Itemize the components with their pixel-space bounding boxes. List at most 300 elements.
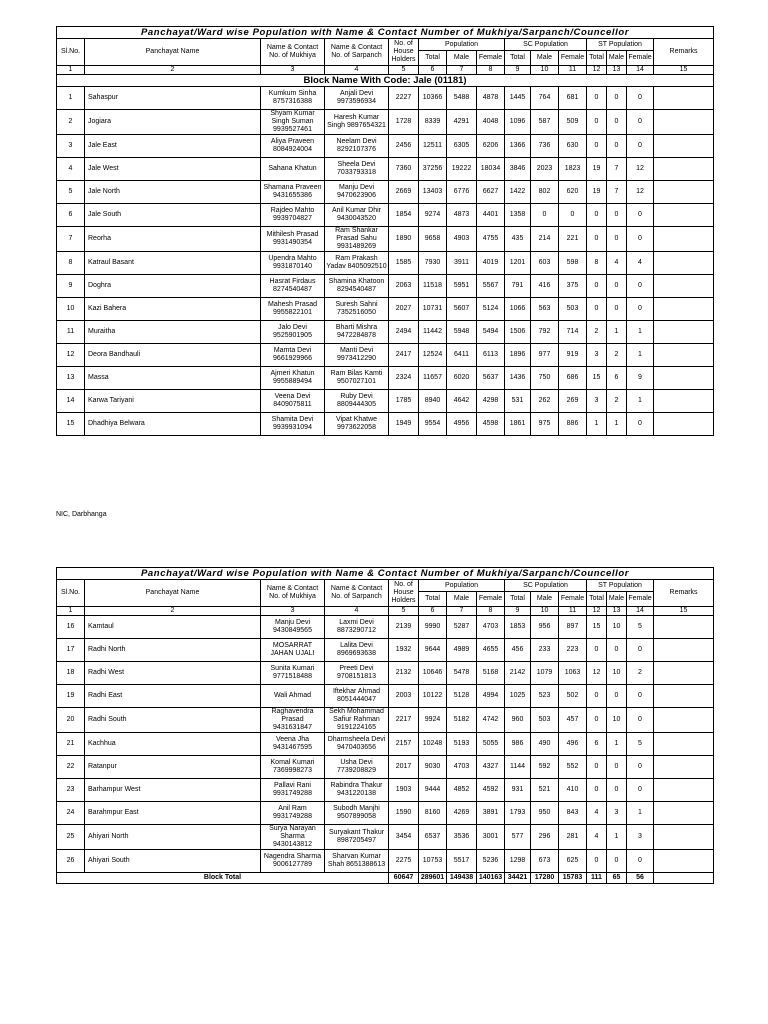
st-female-cell: 5	[627, 733, 654, 756]
sc-male-cell: 802	[531, 181, 559, 204]
st-male-cell: 0	[607, 685, 627, 708]
sc-male-cell: 673	[531, 850, 559, 873]
male-cell: 5182	[447, 708, 477, 733]
header-panchayat-name: Panchayat Name	[85, 580, 261, 607]
column-number: 8	[477, 66, 505, 75]
st-total-cell: 3	[587, 344, 607, 367]
sl-no-cell: 16	[57, 616, 85, 639]
table-body-2	[57, 616, 714, 873]
st-male-cell: 0	[607, 275, 627, 298]
table-row	[57, 616, 714, 639]
column-number: 6	[419, 66, 447, 75]
column-number: 4	[325, 66, 389, 75]
st-female-cell: 0	[627, 87, 654, 110]
table-row	[57, 298, 714, 321]
house-holders-cell: 2063	[389, 275, 419, 298]
total-sc-male: 17280	[531, 873, 559, 884]
sarpanch-cell: Anjali Devi 9973596934	[325, 87, 389, 110]
st-female-cell: 1	[627, 802, 654, 825]
female-cell: 6113	[477, 344, 505, 367]
remarks-cell	[654, 181, 714, 204]
st-male-cell: 0	[607, 227, 627, 252]
female-cell: 5637	[477, 367, 505, 390]
female-cell: 4742	[477, 708, 505, 733]
document-title: Panchayat/Ward wise Population with Name & Contact Number of Mukhiya/Sarpanch/Councellor	[57, 27, 714, 39]
sc-female-cell: 1823	[559, 158, 587, 181]
sl-no-cell: 6	[57, 204, 85, 227]
sl-no-cell: 26	[57, 850, 85, 873]
table-row	[57, 227, 714, 252]
st-male-cell: 7	[607, 158, 627, 181]
sc-total-cell: 1861	[505, 413, 531, 436]
st-male-cell: 10	[607, 708, 627, 733]
total-sc-female: 15783	[559, 873, 587, 884]
sc-total-cell: 960	[505, 708, 531, 733]
house-holders-cell: 3454	[389, 825, 419, 850]
header-sarpanch: Name & Contact No. of Sarpanch	[325, 39, 389, 66]
sc-female-cell: 375	[559, 275, 587, 298]
st-female-cell: 4	[627, 252, 654, 275]
sc-female-cell: 714	[559, 321, 587, 344]
st-total-cell: 0	[587, 135, 607, 158]
header-remarks: Remarks	[654, 580, 714, 607]
sc-total-cell: 456	[505, 639, 531, 662]
female-cell: 6627	[477, 181, 505, 204]
female-cell: 5567	[477, 275, 505, 298]
remarks-cell	[654, 344, 714, 367]
sarpanch-cell: Iftekhar Ahmad 8051444047	[325, 685, 389, 708]
mukhiya-cell: Surya Narayan Sharma 9430143812	[261, 825, 325, 850]
sl-no-cell: 8	[57, 252, 85, 275]
total-cell: 10646	[419, 662, 447, 685]
column-number: 8	[477, 607, 505, 616]
total-cell: 8940	[419, 390, 447, 413]
sc-female-cell: 0	[559, 204, 587, 227]
sarpanch-cell: Sharvan Kumar Shah 8651388613	[325, 850, 389, 873]
male-cell: 5287	[447, 616, 477, 639]
st-total-cell: 0	[587, 779, 607, 802]
st-female-cell: 0	[627, 779, 654, 802]
remarks-cell	[654, 413, 714, 436]
st-total-cell: 0	[587, 639, 607, 662]
sl-no-cell: 9	[57, 275, 85, 298]
sl-no-cell: 13	[57, 367, 85, 390]
st-male-cell: 6	[607, 367, 627, 390]
st-male-cell: 7	[607, 181, 627, 204]
st-total-cell: 4	[587, 825, 607, 850]
total-cell: 11657	[419, 367, 447, 390]
house-holders-cell: 1890	[389, 227, 419, 252]
sc-female-cell: 502	[559, 685, 587, 708]
panchayat-name-cell: Karwa Tariyani	[85, 390, 261, 413]
header-house-holders: No. of House Holders	[389, 39, 419, 66]
male-cell: 4873	[447, 204, 477, 227]
mukhiya-cell: Shamita Devi 9939931094	[261, 413, 325, 436]
table-row	[57, 367, 714, 390]
sarpanch-cell: Sekh Mohammad Safiur Rahman 9191224165	[325, 708, 389, 733]
st-male-cell: 1	[607, 413, 627, 436]
column-number: 4	[325, 607, 389, 616]
panchayat-name-cell: Barhampur West	[85, 779, 261, 802]
sc-female-cell: 686	[559, 367, 587, 390]
total-cell: 10122	[419, 685, 447, 708]
total-cell: 12511	[419, 135, 447, 158]
sc-female-cell: 843	[559, 802, 587, 825]
st-total-cell: 0	[587, 708, 607, 733]
st-male-cell: 0	[607, 87, 627, 110]
column-number: 6	[419, 607, 447, 616]
sc-female-cell: 919	[559, 344, 587, 367]
sl-no-cell: 7	[57, 227, 85, 252]
st-female-cell: 1	[627, 321, 654, 344]
total-cell: 10731	[419, 298, 447, 321]
header-sarpanch: Name & Contact No. of Sarpanch	[325, 580, 389, 607]
sc-male-cell: 296	[531, 825, 559, 850]
panchayat-name-cell: Ratanpur	[85, 756, 261, 779]
sc-total-cell: 1445	[505, 87, 531, 110]
female-cell: 18034	[477, 158, 505, 181]
sc-female-cell: 1063	[559, 662, 587, 685]
column-number-row	[57, 66, 714, 75]
table-row	[57, 708, 714, 733]
male-cell: 5517	[447, 850, 477, 873]
mukhiya-cell: Hasrat Firdaus 8274540487	[261, 275, 325, 298]
total-cell: 10248	[419, 733, 447, 756]
house-holders-cell: 2157	[389, 733, 419, 756]
st-female-cell: 12	[627, 181, 654, 204]
house-holders-cell: 1590	[389, 802, 419, 825]
st-male-cell: 10	[607, 616, 627, 639]
column-number: 15	[654, 66, 714, 75]
total-female: 140163	[477, 873, 505, 884]
table-row	[57, 204, 714, 227]
document-title-2: Panchayat/Ward wise Population with Name & Contact Number of Mukhiya/Sarpanch/Councellor	[57, 568, 714, 580]
mukhiya-cell: Sunita Kumari 9771518488	[261, 662, 325, 685]
sl-no-cell: 22	[57, 756, 85, 779]
header-mukhiya: Name & Contact No. of Mukhiya	[261, 39, 325, 66]
female-cell: 4048	[477, 110, 505, 135]
male-cell: 5607	[447, 298, 477, 321]
sc-male-cell: 587	[531, 110, 559, 135]
sc-female-cell: 281	[559, 825, 587, 850]
header-st-population: ST Population	[587, 580, 654, 592]
sc-total-cell: 3846	[505, 158, 531, 181]
remarks-cell	[654, 733, 714, 756]
column-number: 3	[261, 66, 325, 75]
female-cell: 4994	[477, 685, 505, 708]
table-row	[57, 802, 714, 825]
sc-male-cell: 977	[531, 344, 559, 367]
house-holders-cell: 1728	[389, 110, 419, 135]
male-cell: 5478	[447, 662, 477, 685]
st-total-cell: 19	[587, 181, 607, 204]
sc-female-cell: 897	[559, 616, 587, 639]
st-male-cell: 1	[607, 733, 627, 756]
header-sc-male: Male	[531, 51, 559, 66]
st-total-cell: 19	[587, 158, 607, 181]
header-st-male: Male	[607, 592, 627, 607]
st-male-cell: 0	[607, 779, 627, 802]
panchayat-name-cell: Ahiyari South	[85, 850, 261, 873]
sc-female-cell: 620	[559, 181, 587, 204]
sc-female-cell: 630	[559, 135, 587, 158]
header-sc-female: Female	[559, 592, 587, 607]
sarpanch-cell: Anil Kumar Dhir 9430043520	[325, 204, 389, 227]
st-male-cell: 0	[607, 135, 627, 158]
sarpanch-cell: Ram Shankar Prasad Sahu 9931489269	[325, 227, 389, 252]
female-cell: 5055	[477, 733, 505, 756]
st-total-cell: 15	[587, 367, 607, 390]
sc-male-cell: 592	[531, 756, 559, 779]
remarks-cell	[654, 779, 714, 802]
total-cell: 37256	[419, 158, 447, 181]
header-sc-total: Total	[505, 51, 531, 66]
mukhiya-cell: Rajdeo Mahto 9939704827	[261, 204, 325, 227]
house-holders-cell: 2139	[389, 616, 419, 639]
sc-female-cell: 269	[559, 390, 587, 413]
st-female-cell: 0	[627, 850, 654, 873]
sc-male-cell: 792	[531, 321, 559, 344]
remarks-cell	[654, 756, 714, 779]
st-female-cell: 0	[627, 639, 654, 662]
remarks-cell	[654, 825, 714, 850]
mukhiya-cell: MOSARRAT JAHAN UJALI	[261, 639, 325, 662]
remarks-cell	[654, 321, 714, 344]
block-total-label: Block Total	[57, 873, 389, 884]
remarks-cell	[654, 708, 714, 733]
sc-male-cell: 416	[531, 275, 559, 298]
column-number: 12	[587, 607, 607, 616]
sl-no-cell: 19	[57, 685, 85, 708]
sc-total-cell: 435	[505, 227, 531, 252]
mukhiya-cell: Veena Devi 8409075811	[261, 390, 325, 413]
house-holders-cell: 2456	[389, 135, 419, 158]
male-cell: 4956	[447, 413, 477, 436]
house-holders-cell: 1932	[389, 639, 419, 662]
total-cell: 10366	[419, 87, 447, 110]
total-cell: 9554	[419, 413, 447, 436]
st-male-cell: 0	[607, 756, 627, 779]
remarks-cell	[654, 298, 714, 321]
sarpanch-cell: Shamina Khatoon 8294540487	[325, 275, 389, 298]
total-cell: 12524	[419, 344, 447, 367]
mukhiya-cell: Ajmeri Khatun 9955889494	[261, 367, 325, 390]
table-row	[57, 110, 714, 135]
female-cell: 4755	[477, 227, 505, 252]
total-cell: 9658	[419, 227, 447, 252]
column-number: 15	[654, 607, 714, 616]
st-male-cell: 0	[607, 110, 627, 135]
sc-total-cell: 1358	[505, 204, 531, 227]
st-total-cell: 0	[587, 850, 607, 873]
female-cell: 4655	[477, 639, 505, 662]
sc-male-cell: 233	[531, 639, 559, 662]
male-cell: 6776	[447, 181, 477, 204]
table-row	[57, 662, 714, 685]
sarpanch-cell: Suresh Sahni 7352516050	[325, 298, 389, 321]
sl-no-cell: 3	[57, 135, 85, 158]
total-st-male: 65	[607, 873, 627, 884]
column-number: 7	[447, 66, 477, 75]
column-number: 1	[57, 607, 85, 616]
sc-female-cell: 503	[559, 298, 587, 321]
female-cell: 5236	[477, 850, 505, 873]
sarpanch-cell: Sheela Devi 7033793318	[325, 158, 389, 181]
column-number: 13	[607, 66, 627, 75]
st-male-cell: 0	[607, 639, 627, 662]
table-row	[57, 733, 714, 756]
header-mukhiya: Name & Contact No. of Mukhiya	[261, 580, 325, 607]
male-cell: 4642	[447, 390, 477, 413]
st-total-cell: 4	[587, 802, 607, 825]
remarks-cell	[654, 252, 714, 275]
column-number: 3	[261, 607, 325, 616]
sc-male-cell: 563	[531, 298, 559, 321]
female-cell: 4298	[477, 390, 505, 413]
total-male: 149438	[447, 873, 477, 884]
sc-total-cell: 1896	[505, 344, 531, 367]
sarpanch-cell: Vipat Khatwe 9973622058	[325, 413, 389, 436]
header-st-total: Total	[587, 51, 607, 66]
sc-total-cell: 1793	[505, 802, 531, 825]
st-male-cell: 3	[607, 802, 627, 825]
sc-female-cell: 496	[559, 733, 587, 756]
female-cell: 4327	[477, 756, 505, 779]
header-st-female: Female	[627, 592, 654, 607]
sarpanch-cell: Neelam Devi 8292107376	[325, 135, 389, 158]
male-cell: 4903	[447, 227, 477, 252]
panchayat-name-cell: Jale East	[85, 135, 261, 158]
panchayat-name-cell: Ahiyari North	[85, 825, 261, 850]
st-total-cell: 0	[587, 204, 607, 227]
mukhiya-cell: Nagendra Sharma 9006127789	[261, 850, 325, 873]
st-total-cell: 0	[587, 275, 607, 298]
st-male-cell: 0	[607, 298, 627, 321]
total-cell: 11442	[419, 321, 447, 344]
house-holders-cell: 2017	[389, 756, 419, 779]
table-row	[57, 158, 714, 181]
sc-total-cell: 531	[505, 390, 531, 413]
st-total-cell: 0	[587, 227, 607, 252]
total-cell: 8160	[419, 802, 447, 825]
header-sc-male: Male	[531, 592, 559, 607]
st-female-cell: 2	[627, 662, 654, 685]
mukhiya-cell: Upendra Mahto 9931870140	[261, 252, 325, 275]
total-cell: 6537	[419, 825, 447, 850]
sc-male-cell: 262	[531, 390, 559, 413]
st-male-cell: 1	[607, 825, 627, 850]
st-total-cell: 15	[587, 616, 607, 639]
block-name: Block Name With Code: Jale (01181)	[57, 75, 714, 87]
st-female-cell: 1	[627, 344, 654, 367]
remarks-cell	[654, 87, 714, 110]
sheet-page-2	[56, 567, 713, 884]
male-cell: 5128	[447, 685, 477, 708]
st-female-cell: 3	[627, 825, 654, 850]
column-number: 11	[559, 66, 587, 75]
female-cell: 6206	[477, 135, 505, 158]
female-cell: 5168	[477, 662, 505, 685]
remarks-cell	[654, 639, 714, 662]
header-house-holders: No. of House Holders	[389, 580, 419, 607]
footer-note: NIC, Darbhanga	[56, 511, 107, 518]
sc-total-cell: 1096	[505, 110, 531, 135]
panchayat-name-cell: Doghra	[85, 275, 261, 298]
female-cell: 4019	[477, 252, 505, 275]
remarks-cell	[654, 204, 714, 227]
total-cell: 11518	[419, 275, 447, 298]
remarks-cell	[654, 135, 714, 158]
st-female-cell: 0	[627, 227, 654, 252]
sc-total-cell: 1025	[505, 685, 531, 708]
total-population: 289601	[419, 873, 447, 884]
sarpanch-cell: Ram Bilas Kamti 9507027101	[325, 367, 389, 390]
table-row	[57, 756, 714, 779]
st-female-cell: 5	[627, 616, 654, 639]
panchayat-name-cell: Barahmpur East	[85, 802, 261, 825]
sc-total-cell: 1422	[505, 181, 531, 204]
remarks-cell	[654, 802, 714, 825]
sl-no-cell: 10	[57, 298, 85, 321]
sl-no-cell: 5	[57, 181, 85, 204]
remarks-cell	[654, 158, 714, 181]
panchayat-name-cell: Radhi South	[85, 708, 261, 733]
total-cell: 9924	[419, 708, 447, 733]
table-row	[57, 321, 714, 344]
total-remarks	[654, 873, 714, 884]
panchayat-name-cell: Sahaspur	[85, 87, 261, 110]
remarks-cell	[654, 685, 714, 708]
sl-no-cell: 17	[57, 639, 85, 662]
sc-female-cell: 457	[559, 708, 587, 733]
sc-total-cell: 577	[505, 825, 531, 850]
st-female-cell: 0	[627, 204, 654, 227]
table-row	[57, 275, 714, 298]
sc-total-cell: 1853	[505, 616, 531, 639]
table-row	[57, 390, 714, 413]
st-male-cell: 10	[607, 662, 627, 685]
st-female-cell: 9	[627, 367, 654, 390]
column-number: 11	[559, 607, 587, 616]
panchayat-name-cell: Radhi West	[85, 662, 261, 685]
house-holders-cell: 7360	[389, 158, 419, 181]
sarpanch-cell: Ruby Devi 8809444305	[325, 390, 389, 413]
sc-male-cell: 0	[531, 204, 559, 227]
header-st-total: Total	[587, 592, 607, 607]
st-female-cell: 0	[627, 756, 654, 779]
panchayat-name-cell: Jogiara	[85, 110, 261, 135]
remarks-cell	[654, 227, 714, 252]
male-cell: 4989	[447, 639, 477, 662]
header-population: Population	[419, 39, 505, 51]
column-number-row	[57, 607, 714, 616]
sc-total-cell: 1436	[505, 367, 531, 390]
table-row	[57, 87, 714, 110]
st-total-cell: 12	[587, 662, 607, 685]
mukhiya-cell: Manju Devi 9430849565	[261, 616, 325, 639]
st-female-cell: 0	[627, 135, 654, 158]
house-holders-cell: 1585	[389, 252, 419, 275]
sarpanch-cell: Lalita Devi 8969693638	[325, 639, 389, 662]
sc-female-cell: 221	[559, 227, 587, 252]
header-female: Female	[477, 592, 505, 607]
mukhiya-cell: Aliya Praveen 8084924004	[261, 135, 325, 158]
panchayat-name-cell: Jale South	[85, 204, 261, 227]
remarks-cell	[654, 662, 714, 685]
sarpanch-cell: Manju Devi 9470623906	[325, 181, 389, 204]
st-male-cell: 0	[607, 204, 627, 227]
table-row	[57, 685, 714, 708]
